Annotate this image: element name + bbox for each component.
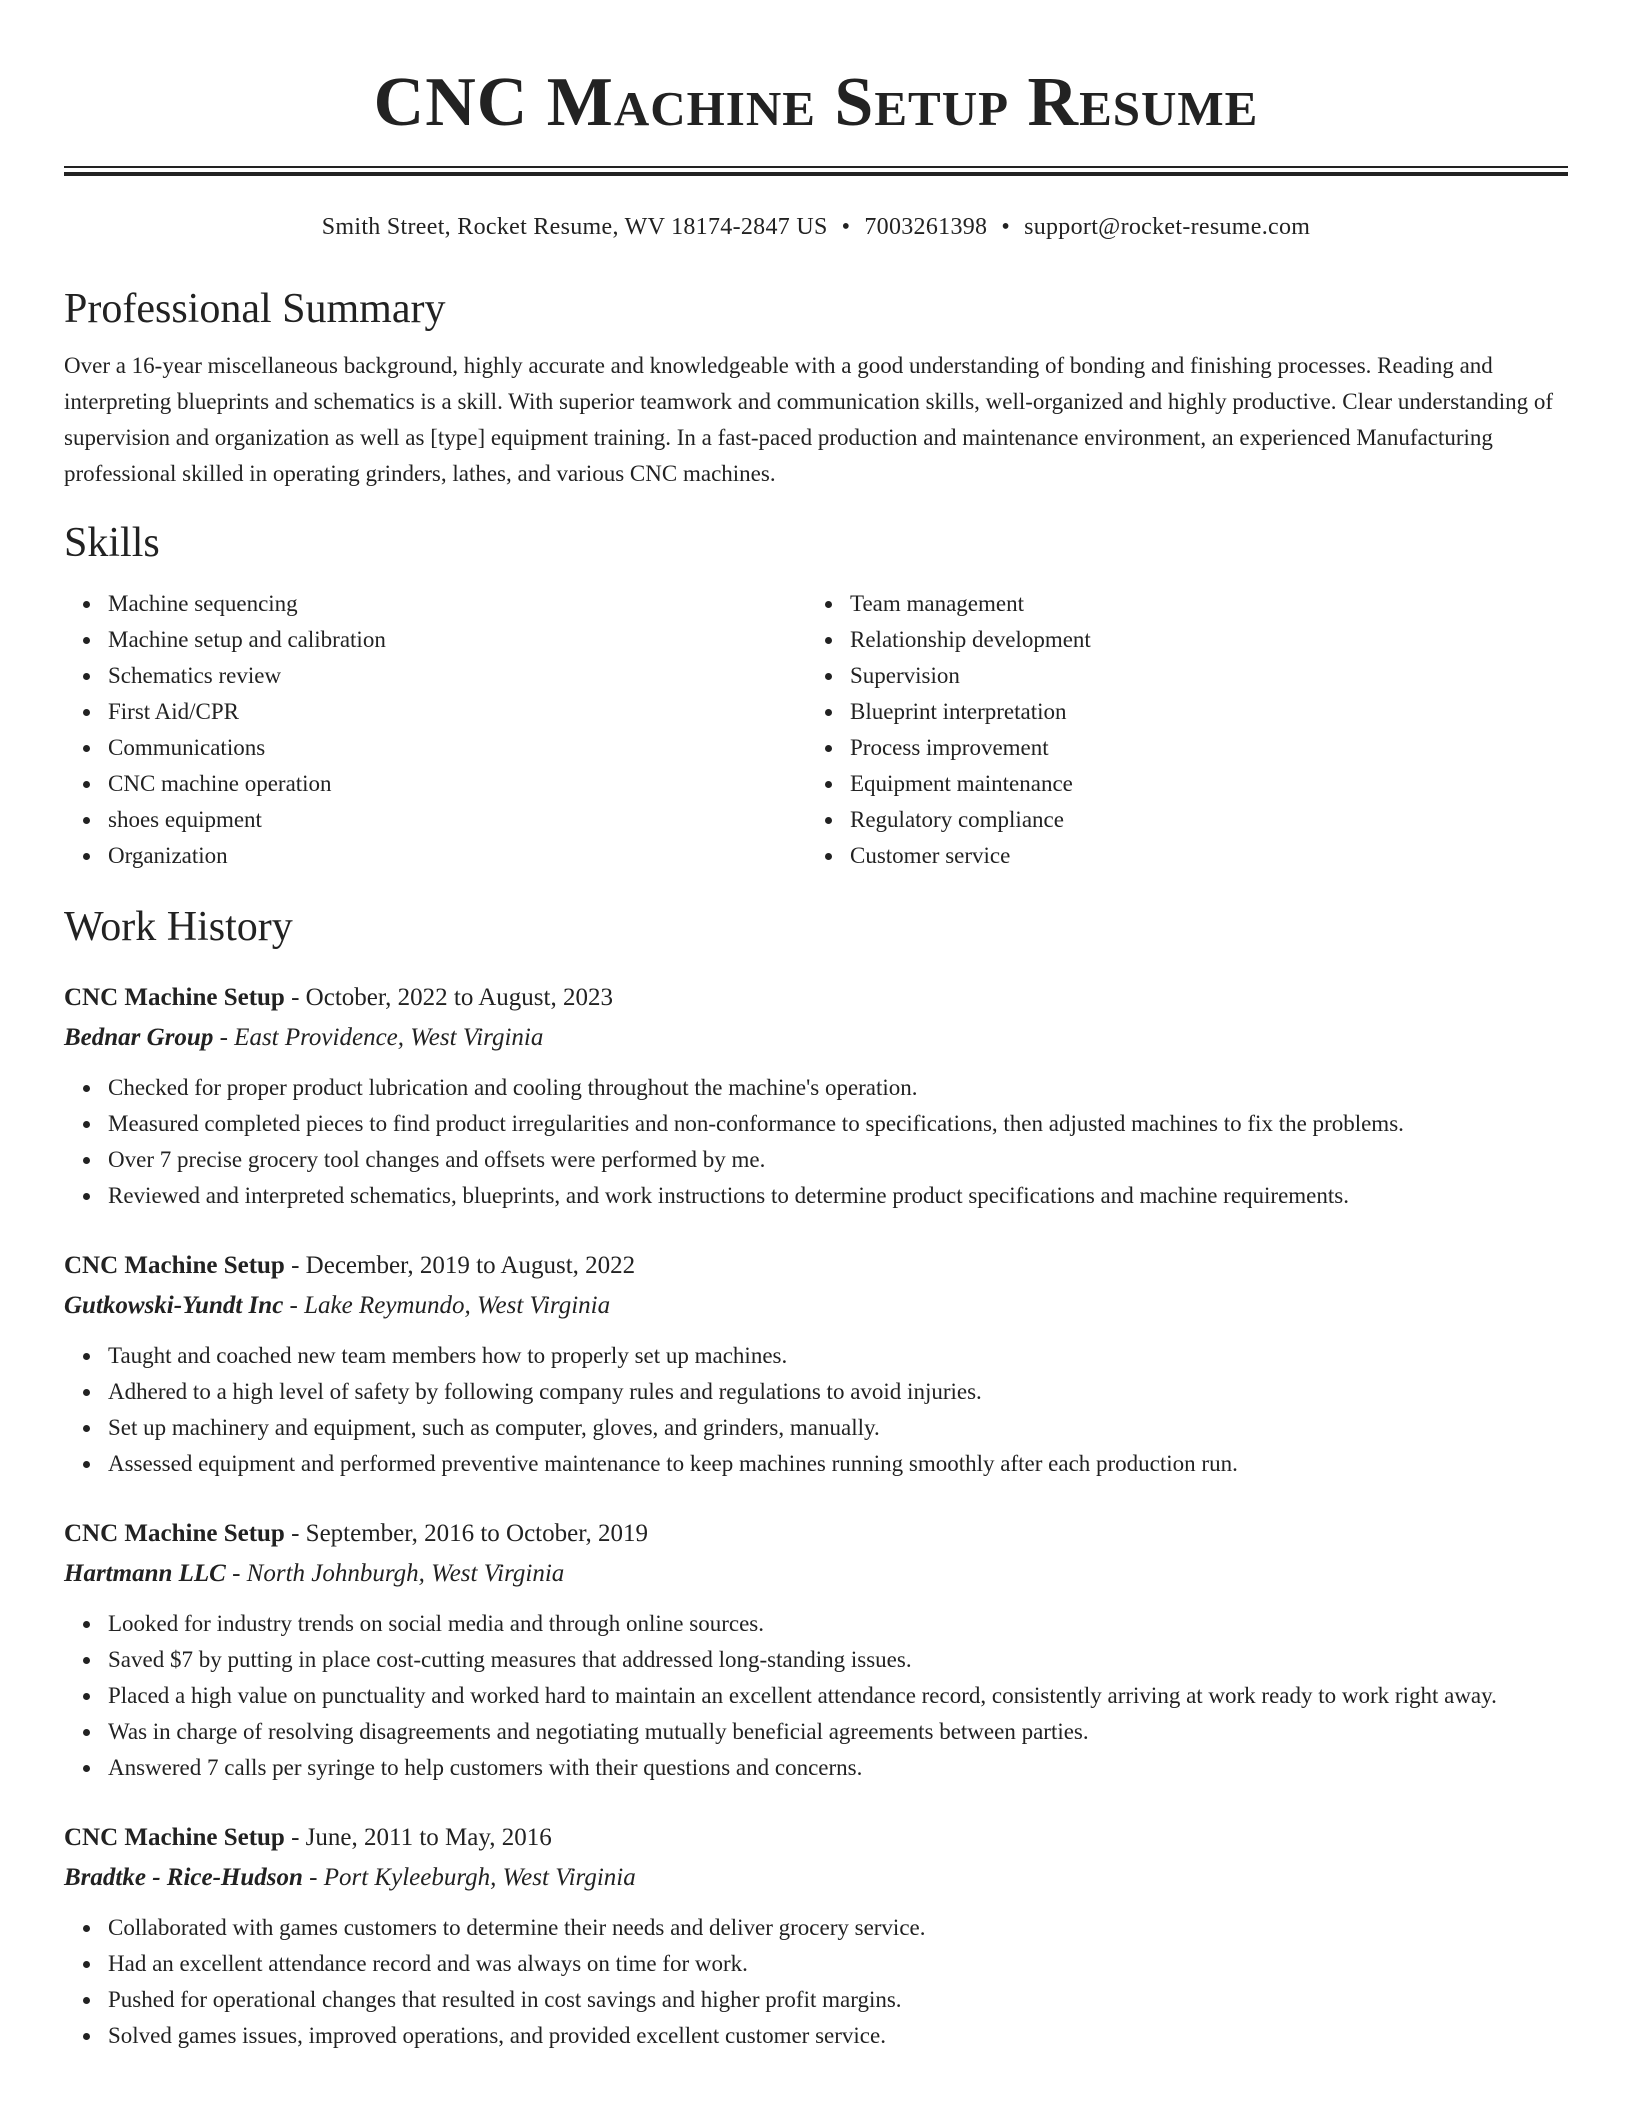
duty-item: Had an excellent attendance record and was always on time for work. bbox=[108, 1946, 1568, 1982]
company-name: Bednar Group bbox=[64, 1024, 214, 1051]
duty-item: Pushed for operational changes that resulted in cost savings and higher profit margins. bbox=[108, 1982, 1568, 2018]
summary-text: Over a 16-year miscellaneous background, highly accurate and knowledgeable with a good understanding of bonding and finishing processes. Reading and interpreting blueprints and schematics is a skill. With superior teamwork and communication skills, well-organized and highly productive. Clear understanding of supervision and organization as well as [type] equipment training. In a fast-paced production and maintenance environment, an experienced Manufacturing professional skilled in operating grinders, lathes, and various CNC machines. bbox=[64, 353, 1554, 486]
duty-item: Looked for industry trends on social media and through online sources. bbox=[108, 1606, 1568, 1642]
job-entry bbox=[64, 1246, 1568, 1482]
job-dates: - June, 2011 to May, 2016 bbox=[284, 1824, 552, 1851]
skills-right-column bbox=[806, 586, 1548, 874]
skill-item: Equipment maintenance bbox=[850, 766, 1548, 802]
job-title: CNC Machine Setup bbox=[64, 1520, 285, 1547]
duty-item: Solved games issues, improved operations, and provided excellent customer service. bbox=[108, 2018, 1568, 2054]
duty-list bbox=[64, 1070, 1568, 1214]
duty-item: Saved $7 by putting in place cost-cutting measures that addressed long-standing issues. bbox=[108, 1642, 1568, 1678]
duty-item: Assessed equipment and performed preventive maintenance to keep machines running smoothly after each production run. bbox=[108, 1446, 1568, 1482]
skill-item: Process improvement bbox=[850, 730, 1548, 766]
skills-section bbox=[64, 518, 1568, 874]
company-name: Gutkowski-Yundt Inc bbox=[64, 1292, 284, 1319]
job-title-line bbox=[64, 1246, 1568, 1286]
job-dates: - October, 2022 to August, 2023 bbox=[284, 984, 613, 1011]
job-dates: - September, 2016 to October, 2019 bbox=[284, 1520, 649, 1547]
job-entry bbox=[64, 978, 1568, 1214]
job-title: CNC Machine Setup bbox=[64, 984, 285, 1011]
contact-separator: • bbox=[1001, 214, 1011, 240]
company-location: - Port Kyleeburgh, West Virginia bbox=[302, 1864, 636, 1891]
duty-item: Checked for proper product lubrication and cooling throughout the machine's operation. bbox=[108, 1070, 1568, 1106]
skill-item: Team management bbox=[850, 586, 1548, 622]
duty-list bbox=[64, 1910, 1568, 2054]
duty-list bbox=[64, 1606, 1568, 1786]
company-location: - East Providence, West Virginia bbox=[213, 1024, 544, 1051]
job-title: CNC Machine Setup bbox=[64, 1824, 285, 1851]
skill-item: Machine setup and calibration bbox=[108, 622, 806, 658]
job-title: CNC Machine Setup bbox=[64, 1252, 285, 1279]
skills-left-column bbox=[64, 586, 806, 874]
skills-heading: Skills bbox=[64, 520, 160, 566]
skill-item: Customer service bbox=[850, 838, 1548, 874]
skill-item: shoes equipment bbox=[108, 802, 806, 838]
company-line bbox=[64, 1554, 1568, 1594]
job-title-line bbox=[64, 978, 1568, 1018]
job-entry bbox=[64, 1514, 1568, 1786]
skill-item: Organization bbox=[108, 838, 806, 874]
contact-address: Smith Street, Rocket Resume, WV 18174-2847 US bbox=[321, 214, 828, 240]
skill-item: Machine sequencing bbox=[108, 586, 806, 622]
duty-item: Taught and coached new team members how to properly set up machines. bbox=[108, 1338, 1568, 1374]
contact-email: support@rocket-resume.com bbox=[1024, 214, 1311, 240]
resume-page bbox=[64, 0, 1568, 2054]
duty-item: Adhered to a high level of safety by following company rules and regulations to avoid injuries. bbox=[108, 1374, 1568, 1410]
contact-phone: 7003261398 bbox=[864, 214, 988, 240]
skill-item: Blueprint interpretation bbox=[850, 694, 1548, 730]
job-entry bbox=[64, 1818, 1568, 2054]
duty-item: Set up machinery and equipment, such as computer, gloves, and grinders, manually. bbox=[108, 1410, 1568, 1446]
summary-section bbox=[64, 284, 1568, 492]
job-dates: - December, 2019 to August, 2022 bbox=[284, 1252, 636, 1279]
skill-item: Supervision bbox=[850, 658, 1548, 694]
duty-item: Collaborated with games customers to determine their needs and deliver grocery service. bbox=[108, 1910, 1568, 1946]
duty-item: Was in charge of resolving disagreements and negotiating mutually beneficial agreements between parties. bbox=[108, 1714, 1568, 1750]
skill-item: Communications bbox=[108, 730, 806, 766]
skill-item: Regulatory compliance bbox=[850, 802, 1548, 838]
work-history-heading: Work History bbox=[64, 904, 293, 950]
company-location: - North Johnburgh, West Virginia bbox=[225, 1560, 565, 1587]
work-history-section bbox=[64, 902, 1568, 2054]
duty-item: Over 7 precise grocery tool changes and offsets were performed by me. bbox=[108, 1142, 1568, 1178]
duty-item: Answered 7 calls per syringe to help customers with their questions and concerns. bbox=[108, 1750, 1568, 1786]
job-title-line bbox=[64, 1514, 1568, 1554]
company-name: Hartmann LLC bbox=[64, 1560, 226, 1587]
job-title-line bbox=[64, 1818, 1568, 1858]
company-line bbox=[64, 1286, 1568, 1326]
duty-item: Measured completed pieces to find product irregularities and non-conformance to specifications, then adjusted machines to fix the problems. bbox=[108, 1106, 1568, 1142]
skill-item: Relationship development bbox=[850, 622, 1548, 658]
contact-line bbox=[64, 212, 1568, 242]
duty-item: Reviewed and interpreted schematics, blueprints, and work instructions to determine product specifications and machine requirements. bbox=[108, 1178, 1568, 1214]
summary-heading: Professional Summary bbox=[64, 286, 446, 332]
resume-title: CNC Machine Setup Resume bbox=[373, 64, 1259, 141]
skill-item: First Aid/CPR bbox=[108, 694, 806, 730]
duty-list bbox=[64, 1338, 1568, 1482]
company-line bbox=[64, 1018, 1568, 1058]
title-divider bbox=[64, 166, 1568, 176]
skill-item: CNC machine operation bbox=[108, 766, 806, 802]
company-location: - Lake Reymundo, West Virginia bbox=[283, 1292, 611, 1319]
company-line bbox=[64, 1858, 1568, 1898]
contact-separator: • bbox=[841, 214, 851, 240]
skills-grid bbox=[64, 586, 1568, 874]
company-name: Bradtke - Rice-Hudson bbox=[64, 1864, 303, 1891]
duty-item: Placed a high value on punctuality and worked hard to maintain an excellent attendance record, consistently arriving at work ready to work right away. bbox=[108, 1678, 1568, 1714]
skill-item: Schematics review bbox=[108, 658, 806, 694]
